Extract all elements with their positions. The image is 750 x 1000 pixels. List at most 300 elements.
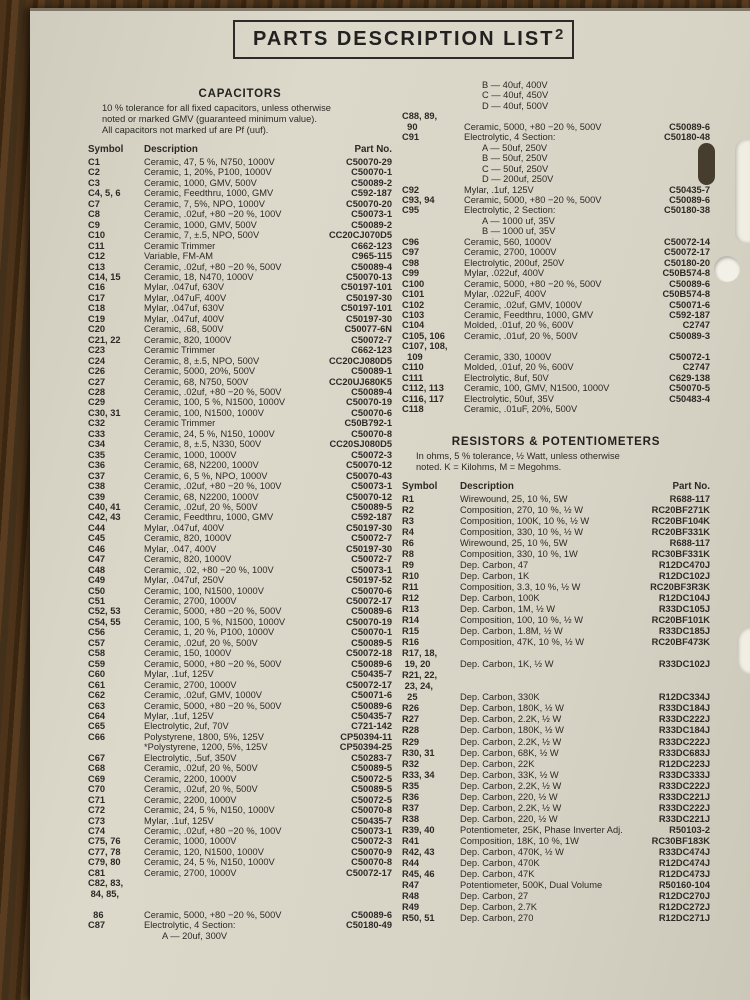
table-row: [88, 878, 392, 888]
row-part-number: [626, 670, 710, 681]
row-part-number: C721-142: [351, 721, 392, 732]
table-row: [402, 615, 710, 626]
row-description: Ceramic, 1, 20%, P100, 1000V: [144, 167, 272, 178]
row-description: Ceramic, .01uf, 20 %, 500V: [464, 330, 578, 341]
table-row: [402, 331, 710, 341]
row-symbol: [88, 931, 144, 941]
row-symbol: [402, 164, 464, 174]
table-row: [88, 220, 392, 230]
row-part-number: R688-117: [669, 493, 710, 504]
right-column: [402, 80, 710, 924]
row-description: Electrolytic, 2uf, 70V: [144, 721, 229, 732]
row-part-number: C629-138: [669, 372, 710, 383]
row-description: Mylar, .1uf, 125V: [144, 815, 214, 826]
row-symbol: C30, 31: [88, 407, 121, 418]
table-row: [402, 748, 710, 759]
row-part-number: [626, 681, 710, 692]
table-row: [88, 230, 392, 240]
row-part-number: C50072-7: [351, 533, 392, 544]
row-description: Electrolytic, .5uf, 350V: [144, 752, 237, 763]
row-description: Potentiometer, 25K, Phase Inverter Adj.: [460, 824, 623, 835]
row-description: Ceramic, .02uf, 20 %, 500V: [144, 763, 258, 774]
row-description: Mylar, .047uf, 400V: [144, 313, 225, 324]
row-symbol: C12: [88, 251, 106, 262]
row-part-number: C50071-6: [351, 690, 392, 701]
row-symbol: R17, 18,: [402, 648, 438, 659]
row-symbol: R38: [402, 813, 420, 824]
capacitors-table-right: [402, 80, 710, 415]
row-part-number: C50070-19: [345, 397, 392, 408]
row-symbol: R9: [402, 559, 414, 570]
row-description: Dep. Carbon, 470K, ½ W: [460, 847, 564, 857]
row-symbol: C116, 117: [402, 393, 444, 404]
row-symbol: R1: [402, 493, 414, 504]
row-part-number: C50089-2: [351, 177, 392, 188]
table-row: [402, 195, 710, 205]
row-symbol: R42, 43: [402, 847, 435, 857]
capacitors-intro: [88, 103, 392, 136]
table-row: [88, 209, 392, 219]
row-description: Dep. Carbon, 2.7K: [460, 902, 538, 913]
row-description: Ceramic, 100, N1500, 1000V: [144, 585, 264, 596]
row-description: Dep. Carbon, 1M, ½ W: [460, 603, 556, 614]
left-column: [88, 88, 392, 941]
table-row: [88, 460, 392, 470]
row-description: [144, 899, 304, 909]
row-symbol: R33, 34: [402, 769, 435, 780]
row-description: Ceramic, 1000, GMV, 500V: [144, 177, 257, 188]
table-row: [402, 659, 710, 670]
row-symbol: R36: [402, 791, 420, 802]
table-row: [88, 753, 392, 763]
row-description: A — 20uf, 300V: [162, 930, 228, 941]
row-description: [144, 878, 304, 888]
row-symbol: C111: [402, 372, 424, 383]
row-symbol: R10: [402, 570, 420, 581]
table-row: [402, 703, 710, 714]
row-description: Potentiometer, 500K, Dual Volume: [460, 880, 603, 891]
row-part-number: R33DC222J: [658, 736, 710, 747]
table-row: [402, 362, 710, 372]
table-row: [88, 586, 392, 596]
row-symbol: R45, 46: [402, 869, 435, 880]
row-part-number: R12DC272J: [658, 902, 710, 913]
table-row: [88, 293, 392, 303]
row-description: Ceramic, 5000, +80 −20 %, 500V: [144, 658, 282, 669]
table-row: [402, 111, 710, 121]
row-part-number: C50070-13: [345, 271, 392, 282]
row-part-number: [304, 899, 392, 909]
row-part-number: C50071-6: [669, 299, 710, 310]
row-description: Mylar, .047, 400V: [144, 543, 217, 554]
table-row: [402, 164, 710, 174]
table-row: [88, 899, 392, 909]
row-part-number: R33DC105J: [658, 603, 710, 614]
table-row: [402, 373, 710, 383]
table-row: [402, 226, 710, 236]
row-part-number: R33DC221J: [658, 813, 710, 824]
row-description: Ceramic, 68, N2200, 1000V: [144, 491, 259, 502]
row-symbol: R39, 40: [402, 824, 435, 835]
row-part-number: C2747: [682, 320, 710, 331]
row-part-number: C50B574-8: [662, 268, 710, 279]
row-part-number: C50070-12: [345, 491, 392, 502]
table-row: [402, 891, 710, 902]
row-part-number: C50089-4: [351, 386, 392, 397]
part-no-header: Part No.: [672, 480, 710, 492]
row-symbol: C56: [88, 627, 106, 638]
row-part-number: RC20BF473K: [651, 637, 710, 648]
row-part-number: CC20CJ080D5: [328, 355, 392, 366]
table-row: [88, 471, 392, 481]
table-row: [402, 174, 710, 184]
row-description: Ceramic, 24, 5 %, N150, 1000V: [144, 857, 275, 868]
row-description: [144, 889, 304, 899]
row-description: Ceramic, Feedthru, 1000, GMV: [144, 188, 274, 199]
row-description: Ceramic, 1000, 1000V: [144, 449, 237, 460]
row-part-number: C50197-30: [345, 292, 392, 303]
row-description: Ceramic, Feedthru, 1000, GMV: [464, 309, 594, 320]
row-symbol: C2: [88, 167, 100, 178]
table-row: [88, 397, 392, 407]
row-description: B — 50uf, 250V: [482, 153, 548, 164]
row-part-number: C50089-2: [351, 219, 392, 230]
row-part-number: C50435-7: [351, 711, 392, 722]
table-row: [402, 814, 710, 825]
row-symbol: C38: [88, 481, 106, 492]
row-symbol: C92: [402, 184, 420, 195]
row-symbol: C71: [88, 794, 106, 805]
table-row: [402, 725, 710, 736]
row-part-number: C50070-12: [345, 460, 392, 471]
row-symbol: C26: [88, 366, 106, 377]
row-part-number: C50072-17: [345, 679, 392, 690]
row-part-number: C50089-5: [351, 637, 392, 648]
row-part-number: R33DC683J: [658, 747, 710, 758]
row-description: Ceramic, 68, N2200, 1000V: [144, 460, 259, 471]
row-description: Dep. Carbon, 2.2K, ½ W: [460, 802, 562, 813]
row-part-number: R688-117: [669, 537, 710, 548]
row-symbol: C67: [88, 752, 106, 763]
row-part-number: C50072-5: [351, 794, 392, 805]
table-row: [88, 659, 392, 669]
row-description: Ceramic, 2700, 1000V: [144, 679, 237, 690]
symbol-header: Symbol: [88, 144, 124, 155]
row-description: Dep. Carbon, 47K: [460, 869, 535, 880]
row-description: Wirewound, 25, 10 %, 5W: [460, 537, 568, 548]
row-symbol: C20: [88, 324, 106, 335]
table-row: [88, 324, 392, 334]
row-part-number: R33DC474J: [658, 847, 710, 857]
row-part-number: C592-187: [669, 309, 710, 320]
row-part-number: C50197-52: [345, 575, 392, 586]
row-symbol: C68: [88, 763, 106, 774]
table-row: [402, 781, 710, 792]
row-description: Ceramic, 2200, 1000V: [144, 773, 237, 784]
table-row: [402, 869, 710, 880]
capacitors-intro-line: noted or marked GMV (guaranteed minimum value).: [102, 114, 317, 124]
row-part-number: C592-187: [351, 188, 392, 199]
table-row: [402, 268, 710, 278]
table-row: [402, 516, 710, 527]
row-symbol: C102: [402, 299, 425, 310]
row-part-number: [630, 80, 710, 90]
row-symbol: C99: [402, 268, 420, 279]
row-symbol: C88, 89,: [402, 111, 438, 122]
table-row: [88, 889, 392, 899]
row-symbol: 86: [88, 909, 104, 920]
resistors-intro: [402, 451, 710, 473]
row-description: Electrolytic, 4 Section:: [464, 132, 556, 143]
row-description: Variable, FM-AM: [144, 251, 214, 262]
row-description: Ceramic Trimmer: [144, 345, 216, 356]
punched-hole-edge: [737, 628, 750, 674]
table-row: [88, 408, 392, 418]
table-row: [402, 143, 710, 153]
row-part-number: C50073-1: [351, 209, 392, 220]
row-description: Ceramic, 7, 5%, NPO, 1000V: [144, 198, 265, 209]
row-symbol: C105, 106: [402, 330, 445, 341]
row-symbol: C104: [402, 320, 425, 331]
row-description: Ceramic, 24, 5 %, N150, 1000V: [144, 428, 275, 439]
row-part-number: C50089-4: [351, 261, 392, 272]
row-part-number: C50070-8: [351, 428, 392, 439]
row-symbol: R3: [402, 515, 414, 526]
table-row: [88, 544, 392, 554]
row-symbol: R27: [402, 714, 420, 725]
row-part-number: C50180-49: [345, 920, 392, 931]
row-part-number: R12DC474J: [658, 858, 710, 869]
table-row: [88, 805, 392, 815]
row-symbol: C69: [88, 773, 106, 784]
table-row: [88, 742, 392, 752]
row-description: Mylar, .1uf, 125V: [464, 184, 534, 195]
table-row: [402, 880, 710, 891]
description-header: Description: [144, 144, 198, 155]
page-top-shadow: [30, 8, 750, 11]
table-row: [402, 310, 710, 320]
row-symbol: C79, 80: [88, 857, 121, 868]
row-part-number: C50089-6: [351, 909, 392, 920]
row-symbol: C24: [88, 355, 106, 366]
row-symbol: C95: [402, 205, 420, 216]
row-part-number: RC20BF104K: [651, 515, 710, 526]
row-description: C — 50uf, 250V: [482, 163, 549, 174]
row-part-number: [630, 101, 710, 111]
row-symbol: R11: [402, 581, 419, 592]
row-symbol: R14: [402, 615, 420, 626]
table-row: [402, 341, 710, 351]
row-part-number: C50197-101: [340, 282, 392, 293]
row-description: Composition, 18K, 10 %, 1W: [460, 835, 579, 846]
table-row: [88, 920, 392, 930]
row-symbol: C44: [88, 522, 106, 533]
row-description: Electrolytic, 50uf, 35V: [464, 393, 554, 404]
row-description: Dep. Carbon, 1K, ½ W: [460, 659, 554, 670]
row-part-number: C50089-6: [669, 121, 710, 132]
part-no-header: Part No.: [354, 144, 392, 155]
row-part-number: C50072-3: [351, 836, 392, 847]
table-row: [88, 157, 392, 167]
row-symbol: C100: [402, 278, 425, 289]
table-row: [88, 836, 392, 846]
row-part-number: C50089-6: [351, 606, 392, 617]
row-part-number: C50197-30: [345, 543, 392, 554]
row-symbol: C65: [88, 721, 106, 732]
row-part-number: C50072-5: [351, 773, 392, 784]
row-symbol: C13: [88, 261, 106, 272]
row-description: Ceramic, .02uf, +80 −20 %, 500V: [144, 261, 282, 272]
row-part-number: R50160-104: [658, 880, 710, 891]
row-part-number: R12DC473J: [658, 869, 710, 880]
row-symbol: C3: [88, 177, 100, 188]
row-part-number: R33DC184J: [658, 725, 710, 736]
row-part-number: C50089-5: [351, 784, 392, 795]
row-description: Dep. Carbon, 100K: [460, 592, 540, 603]
row-symbol: C34: [88, 439, 106, 450]
table-row: [402, 383, 710, 393]
table-row: [402, 759, 710, 770]
table-row: [88, 784, 392, 794]
table-row: [402, 593, 710, 604]
row-symbol: C23: [88, 345, 106, 356]
row-symbol: [402, 216, 464, 226]
row-symbol: C45: [88, 533, 106, 544]
row-symbol: C48: [88, 564, 106, 575]
row-description: [464, 341, 630, 351]
row-symbol: R16: [402, 637, 420, 648]
table-row: [402, 670, 710, 681]
row-description: Dep. Carbon, 270: [460, 913, 534, 924]
row-symbol: R28: [402, 725, 420, 736]
table-row: [402, 505, 710, 516]
table-row: [88, 711, 392, 721]
row-symbol: 84, 85,: [88, 888, 120, 899]
row-part-number: C50070-19: [345, 616, 392, 627]
table-row: [88, 377, 392, 387]
row-description: Ceramic, 820, 1000V: [144, 533, 232, 544]
row-symbol: C70: [88, 784, 106, 795]
row-description: A — 1000 uf, 35V: [482, 215, 555, 226]
table-row: [402, 626, 710, 637]
capacitors-intro-line: All capacitors not marked uf are Pf (uuf).: [102, 125, 269, 135]
row-description: Ceramic, 18, N470, 1000V: [144, 271, 254, 282]
row-part-number: C50077-6N: [344, 324, 392, 335]
row-description: Ceramic, .02uf, GMV, 1000V: [464, 299, 582, 310]
table-row: [402, 913, 710, 924]
table-row: [88, 199, 392, 209]
row-symbol: R49: [402, 902, 420, 913]
row-part-number: CC20CJ070D5: [328, 230, 392, 241]
table-row: [88, 439, 392, 449]
row-description: Dep. Carbon, 1.8M, ½ W: [460, 626, 563, 637]
row-symbol: C98: [402, 257, 420, 268]
row-symbol: [402, 101, 464, 111]
row-description: Dep. Carbon, 47: [460, 559, 529, 570]
table-row: [402, 90, 710, 100]
row-description: Ceramic, .02uf, 20 %, 500V: [144, 637, 258, 648]
row-part-number: R33DC333J: [658, 769, 710, 780]
row-part-number: [630, 216, 710, 226]
row-part-number: C965-115: [351, 251, 392, 262]
table-row: [402, 185, 710, 195]
row-symbol: C57: [88, 637, 106, 648]
row-description: Composition, 330, 10 %, 1W: [460, 548, 578, 559]
row-part-number: C50070-6: [351, 585, 392, 596]
row-description: Ceramic, 100, N1500, 1000V: [144, 407, 264, 418]
table-row: [88, 282, 392, 292]
row-part-number: C50483-4: [669, 393, 710, 404]
table-row: [88, 554, 392, 564]
row-part-number: R33DC221J: [658, 791, 710, 802]
row-symbol: R32: [402, 758, 420, 769]
table-row: [402, 394, 710, 404]
row-description: D — 200uf, 250V: [482, 174, 554, 185]
row-description: Ceramic, 7, ±.5, NPO, 500V: [144, 230, 260, 241]
row-part-number: C50089-6: [669, 194, 710, 205]
table-row: [88, 303, 392, 313]
row-part-number: C50070-8: [351, 805, 392, 816]
row-description: Mylar, .1uf, 125V: [144, 669, 214, 680]
row-symbol: R29: [402, 736, 420, 747]
row-description: Composition, 100K, 10 %, ½ W: [460, 515, 590, 526]
row-description: C — 40uf, 450V: [482, 90, 549, 101]
row-symbol: R50, 51: [402, 913, 435, 924]
row-part-number: C50089-6: [669, 278, 710, 289]
row-symbol: [402, 90, 464, 100]
row-description: Wirewound, 25, 10 %, 5W: [460, 493, 568, 504]
table-row: [88, 669, 392, 679]
row-part-number: C50089-6: [351, 700, 392, 711]
row-description: Ceramic Trimmer: [144, 418, 216, 429]
table-row: [402, 320, 710, 330]
row-symbol: R30, 31: [402, 747, 435, 758]
page-edge-tab: [735, 140, 750, 243]
row-description: Ceramic, 1000, 1000V: [144, 836, 237, 847]
row-description: Dep. Carbon, 22K: [460, 758, 535, 769]
row-description: Dep. Carbon, 220, ½ W: [460, 813, 558, 824]
table-row: [88, 795, 392, 805]
row-symbol: [88, 742, 144, 752]
resistors-heading: RESISTORS & POTENTIOMETERS: [451, 435, 661, 448]
row-symbol: C47: [88, 554, 106, 565]
table-row: [402, 549, 710, 560]
row-symbol: [402, 80, 464, 90]
table-row: [402, 538, 710, 549]
row-symbol: C29: [88, 397, 106, 408]
row-symbol: C66: [88, 731, 106, 742]
row-symbol: C118: [402, 404, 424, 415]
row-symbol: C19: [88, 313, 106, 324]
row-part-number: C50072-7: [351, 554, 392, 565]
row-part-number: R33DC222J: [658, 802, 710, 813]
row-symbol: C60: [88, 669, 106, 680]
row-part-number: RC20BF3R3K: [650, 581, 710, 592]
row-description: Electrolytic, 200uf, 250V: [464, 257, 565, 268]
row-description: Composition, 330, 10 %, ½ W: [460, 526, 583, 537]
table-row: [88, 910, 392, 920]
row-part-number: C50197-101: [340, 303, 392, 314]
table-row: [88, 868, 392, 878]
table-row: [402, 247, 710, 257]
table-row: [88, 523, 392, 533]
row-symbol: [402, 174, 464, 184]
row-part-number: C50070-1: [351, 167, 392, 178]
row-part-number: C50072-3: [351, 449, 392, 460]
table-row: [402, 279, 710, 289]
row-part-number: C50070-5: [669, 383, 710, 394]
row-description: Ceramic, .02uf, 20 %, 500V: [144, 501, 258, 512]
